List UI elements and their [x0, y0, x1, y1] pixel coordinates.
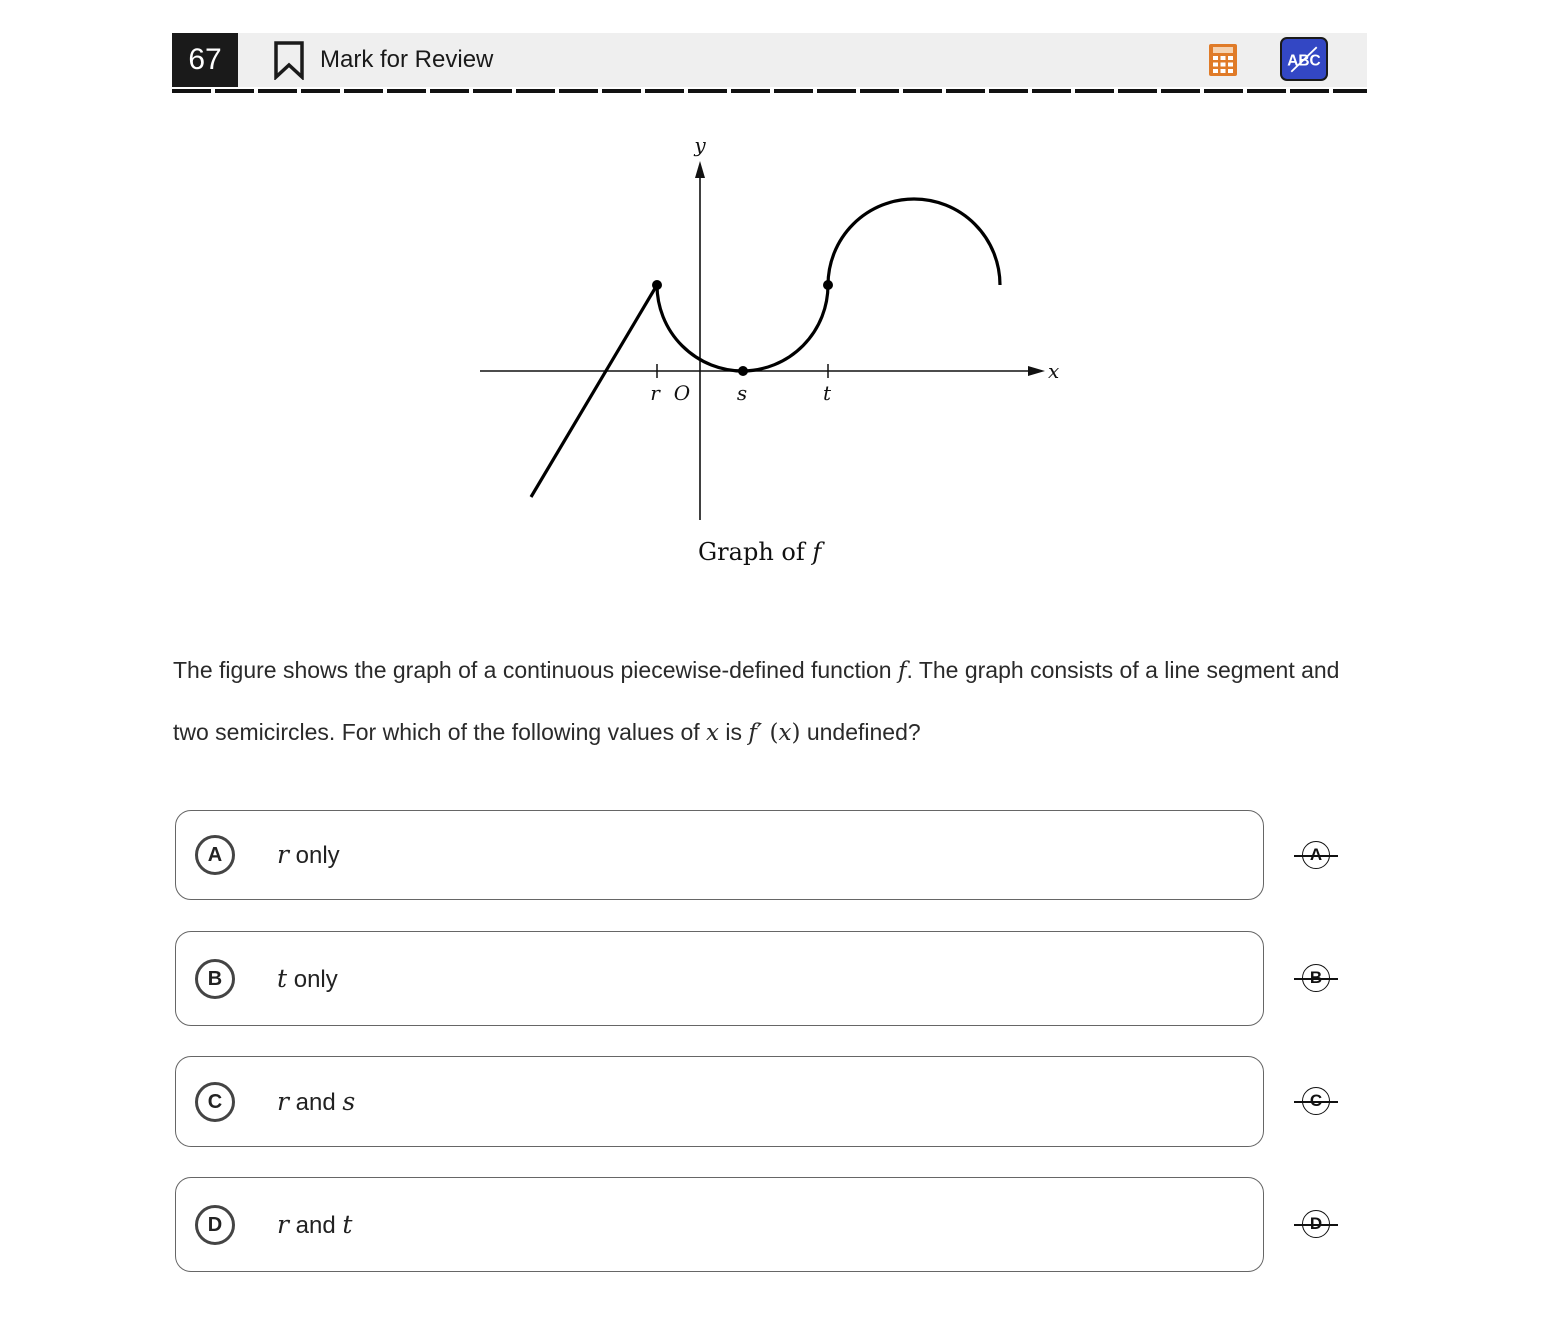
answer-option-c[interactable] [175, 1056, 1264, 1147]
bookmark-icon [272, 40, 306, 80]
strikethrough-icon [1294, 978, 1338, 980]
option-letter-b: B [195, 959, 235, 999]
option-letter-a: A [195, 835, 235, 875]
figure-caption: Graph of f [698, 538, 822, 566]
option-text-b: t only [277, 963, 338, 993]
tick-label-t: t [822, 381, 832, 405]
option-letter-d: D [195, 1205, 235, 1245]
answer-eliminator-toggle[interactable] [1280, 37, 1328, 81]
answer-option-a[interactable] [175, 810, 1264, 900]
strikethrough-icon [1294, 1101, 1338, 1103]
option-text-d: r and t [277, 1209, 353, 1239]
tick-label-s: s [736, 381, 748, 405]
calculator-icon [1208, 43, 1238, 77]
svg-text:ABC: ABC [1287, 52, 1321, 70]
answer-option-b[interactable] [175, 931, 1264, 1026]
eliminate-option-d-button[interactable] [1294, 1210, 1338, 1240]
calculator-button[interactable] [1208, 43, 1238, 77]
option-text-a: r only [277, 840, 340, 869]
question-text: The figure shows the graph of a continuous piecewise-defined function f. The graph consists of a line segment and two semicircles. For which of the following values of x is f′ (x) undefined? [173, 657, 1340, 746]
function-graph [470, 130, 1070, 570]
tick-label-r: r [650, 381, 660, 405]
progress-dash-divider [172, 89, 1367, 93]
eliminate-option-a-button[interactable] [1294, 841, 1338, 871]
mark-for-review-label: Mark for Review [320, 46, 494, 73]
x-axis-label: x [1048, 359, 1060, 383]
option-letter-c: C [195, 1082, 235, 1122]
abc-strikethrough-icon [1282, 39, 1326, 79]
question-header [172, 33, 1367, 87]
answer-option-d[interactable] [175, 1177, 1264, 1272]
y-axis-label: y [694, 133, 706, 157]
origin-label: O [673, 381, 691, 405]
strikethrough-icon [1294, 1224, 1338, 1226]
graph-figure [470, 130, 1070, 570]
option-text-c: r and s [277, 1086, 356, 1116]
eliminate-option-c-button[interactable] [1294, 1087, 1338, 1117]
mark-for-review-button[interactable] [272, 33, 493, 87]
eliminate-option-b-button[interactable] [1294, 964, 1338, 994]
strikethrough-icon [1294, 855, 1338, 857]
question-number: 67 [172, 33, 238, 87]
